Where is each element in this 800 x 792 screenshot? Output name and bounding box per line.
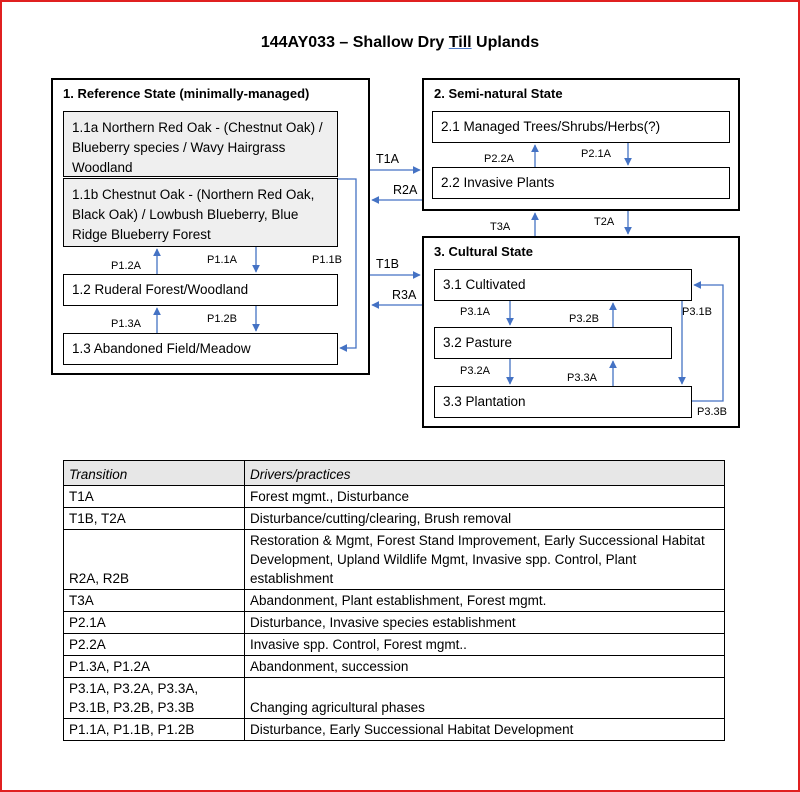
- table-row: [64, 530, 725, 590]
- table-row: [64, 678, 725, 719]
- table-row: [64, 590, 725, 612]
- table-row: [64, 719, 725, 741]
- transition-cell: T3A: [64, 590, 245, 612]
- label-p1-3a: P1.3A: [111, 318, 141, 330]
- header-transition: Transition: [64, 461, 245, 486]
- drivers-cell: Forest mgmt., Disturbance: [245, 486, 725, 508]
- transition-cell: P1.3A, P1.2A: [64, 656, 245, 678]
- table-row: [64, 656, 725, 678]
- label-p3-1b: P3.1B: [682, 306, 712, 318]
- label-r3a: R3A: [392, 288, 417, 302]
- label-p3-2b: P3.2B: [569, 313, 599, 325]
- table-row: [64, 486, 725, 508]
- label-p1-2a: P1.2A: [111, 260, 141, 272]
- community-1-1a: 1.1a Northern Red Oak - (Chestnut Oak) / Blueberry species / Wavy Hairgrass Woodland: [63, 111, 338, 177]
- drivers-cell: Restoration & Mgmt, Forest Stand Improvement, Early Successional Habitat Development, Upland Wildlife Mgmt, Invasive spp. Control, Plant establishment: [245, 530, 725, 590]
- drivers-cell: Invasive spp. Control, Forest mgmt..: [245, 634, 725, 656]
- transition-cell: T1B, T2A: [64, 508, 245, 530]
- community-2-1: 2.1 Managed Trees/Shrubs/Herbs(?): [432, 111, 730, 143]
- community-3-3: 3.3 Plantation: [434, 386, 692, 418]
- label-p3-3a: P3.3A: [567, 372, 597, 384]
- transition-cell: T1A: [64, 486, 245, 508]
- label-t1a: T1A: [376, 152, 399, 166]
- label-p3-1a: P3.1A: [460, 306, 490, 318]
- label-r2a: R2A: [393, 183, 418, 197]
- drivers-cell: Disturbance/cutting/clearing, Brush removal: [245, 508, 725, 530]
- cultural-state-heading: 3. Cultural State: [434, 244, 533, 259]
- label-t1b: T1B: [376, 257, 399, 271]
- table-row: [64, 612, 725, 634]
- label-p1-1b: P1.1B: [312, 254, 342, 266]
- table-row: [64, 634, 725, 656]
- drivers-cell: Disturbance, Early Successional Habitat Development: [245, 719, 725, 741]
- community-1-3: 1.3 Abandoned Field/Meadow: [63, 333, 338, 365]
- drivers-cell: Changing agricultural phases: [245, 678, 725, 719]
- community-3-2: 3.2 Pasture: [434, 327, 672, 359]
- community-1-2: 1.2 Ruderal Forest/Woodland: [63, 274, 338, 306]
- drivers-cell: Abandonment, succession: [245, 656, 725, 678]
- community-1-1b: 1.1b Chestnut Oak - (Northern Red Oak, Black Oak) / Lowbush Blueberry, Blue Ridge Blueberry Forest: [63, 178, 338, 247]
- drivers-cell: Disturbance, Invasive species establishment: [245, 612, 725, 634]
- transition-cell: R2A, R2B: [64, 530, 245, 590]
- transition-cell: P2.2A: [64, 634, 245, 656]
- diagram-title: 144AY033 – Shallow Dry Till Uplands: [260, 34, 540, 51]
- label-p1-1a: P1.1A: [207, 254, 237, 266]
- drivers-table: [63, 460, 725, 741]
- label-t2a: T2A: [594, 216, 615, 228]
- community-3-1: 3.1 Cultivated: [434, 269, 692, 301]
- transition-cell: P3.1A, P3.2A, P3.3A, P3.1B, P3.2B, P3.3B: [64, 678, 245, 719]
- label-p2-1a: P2.1A: [581, 148, 611, 160]
- header-drivers: Drivers/practices: [245, 461, 725, 486]
- table-row: [64, 508, 725, 530]
- label-t3a: T3A: [490, 221, 511, 233]
- reference-state-heading: 1. Reference State (minimally-managed): [63, 86, 310, 101]
- label-p2-2a: P2.2A: [484, 153, 514, 165]
- table-header-row: [64, 461, 725, 486]
- label-p3-2a: P3.2A: [460, 365, 490, 377]
- community-2-2: 2.2 Invasive Plants: [432, 167, 730, 199]
- label-p1-2b: P1.2B: [207, 313, 237, 325]
- semi-natural-state-heading: 2. Semi-natural State: [434, 86, 563, 101]
- drivers-cell: Abandonment, Plant establishment, Forest mgmt.: [245, 590, 725, 612]
- transition-cell: P1.1A, P1.1B, P1.2B: [64, 719, 245, 741]
- label-p3-3b: P3.3B: [697, 406, 727, 418]
- transition-cell: P2.1A: [64, 612, 245, 634]
